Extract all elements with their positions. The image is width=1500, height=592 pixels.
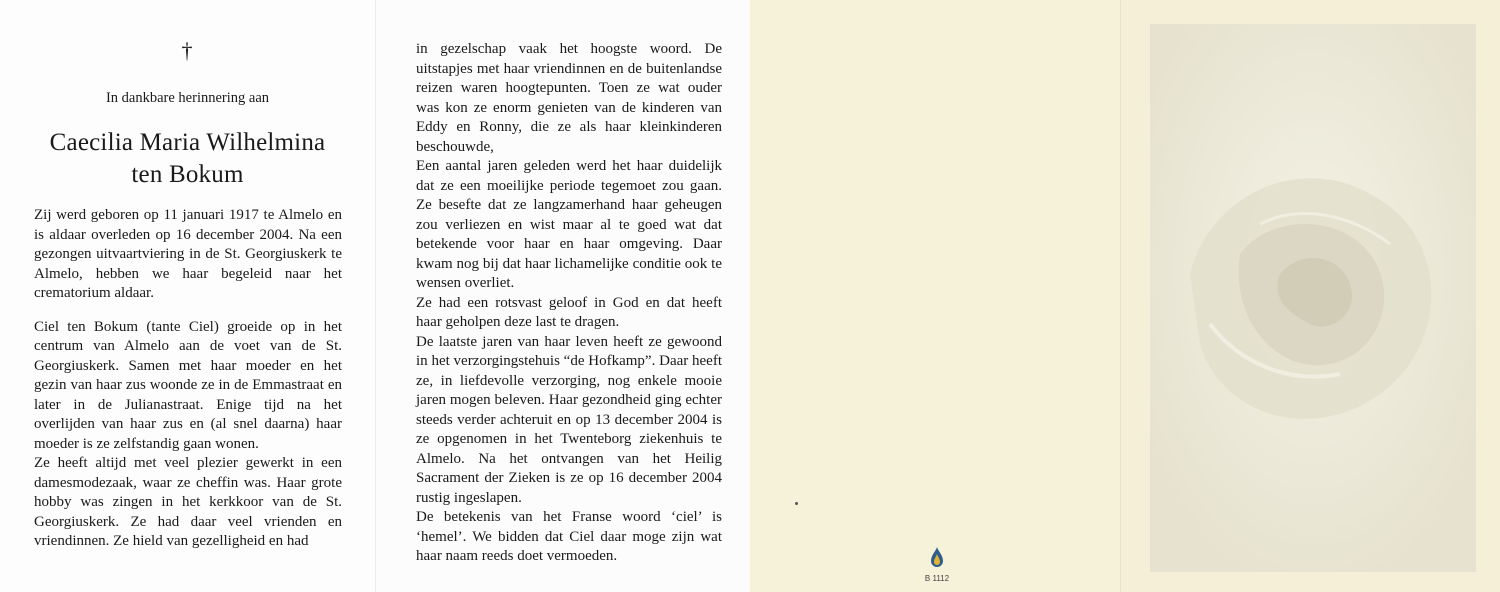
paragraph: Ciel ten Bokum (tante Ciel) groeide op in het centrum van Almelo aan de voet van de St. Georgiuskerk. Samen met haar moeder en het gezin van haar zus woonde ze in de Emmastraat en later in de Julianastraat. Enige tijd na het overlijden van haar zus en (al snel daarna) haar moeder is ze zelfstandig gaan wonen. (34, 318, 342, 452)
deceased-name-line2: ten Bokum (131, 161, 244, 188)
paragraph: Zij werd geboren op 11 januari 1917 te Almelo en is aldaar overleden op 16 december 2004. Na een gezongen uitvaartviering in de St. Georgiuskerk te Almelo, hebben we haar begeleid naar het crematorium aldaar. (34, 207, 342, 301)
intro-text: In dankbare herinnering aan (105, 90, 270, 106)
flame-drop-icon (922, 546, 952, 577)
paragraph: Ze heeft altijd met veel plezier gewerkt in een damesmodezaak, waar ze cheffin was. Haar grote hobby was zingen in het kerkkoor van de St. Georgiuskerk. Ze had daar veel vrienden en vriendinnen. Ze hield van gezelligheid en had (34, 455, 342, 549)
paragraph: De betekenis van het Franse woord ‘ciel’ is ‘hemel’. We bidden dat Ciel daar moge zijn wat haar naam reeds doet vermoeden. (416, 509, 722, 564)
rose-photo (1150, 24, 1476, 572)
cross-symbol: † (181, 38, 193, 63)
paper-speck (795, 502, 798, 505)
deceased-name-line1: Caecilia Maria Wilhelmina (49, 129, 326, 156)
print-code: B 1112 (924, 574, 950, 583)
card-back-panel (750, 0, 1120, 592)
paragraph: in gezelschap vaak het hoogste woord. De uitstapjes met haar vriendinnen en de buitenlandse reizen waren hoogtepunten. Toen ze wat ouder was kon ze enorm genieten van de kinderen van Eddy en Ronny, die ze als haar kleinkinderen beschouwde, (416, 41, 722, 155)
paragraph: Ze had een rotsvast geloof in God en dat heeft haar geholpen deze last te dragen. (416, 294, 722, 330)
memorial-text-column-1 (34, 206, 342, 552)
paragraph: Een aantal jaren geleden werd het haar duidelijk dat ze een moeilijke periode tegemoet zou gaan. Ze besefte dat ze langzamerhand haar geheugen zou verliezen en wist maar al te goed wat dat betekende voor haar en haar omgeving. Daar kwam nog bij dat haar lichamelijke conditie ook te wensen overliet. (416, 158, 722, 291)
memorial-text-column-2 (416, 40, 722, 567)
paragraph: De laatste jaren van haar leven heeft ze gewoond in het verzorgingstehuis “de Hofkamp”. Daar heeft ze, in liefdevolle verzorging, nog enkele mooie jaren mogen beleven. Haar gezondheid ging echter steeds verder achteruit en op 13 december 2004 is ze opgenomen in het Twenteborg ziekenhuis te Almelo. Na het ontvangen van het Heilig Sacrament der Zieken is ze op 16 december 2004 rustig ingeslapen. (416, 333, 722, 506)
card-left-panel (0, 0, 375, 592)
